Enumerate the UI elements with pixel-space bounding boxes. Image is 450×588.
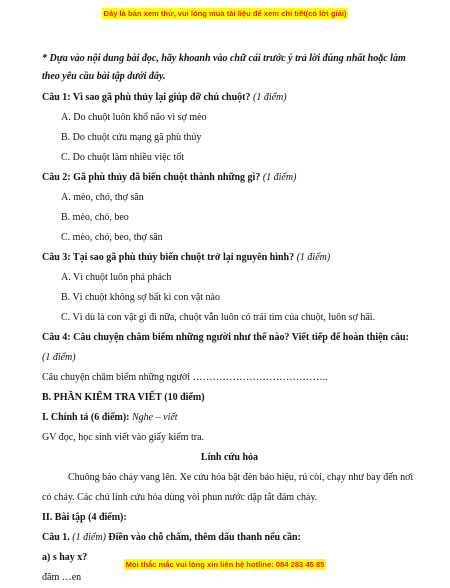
hotline-banner-text: Mọi thắc mắc vui lòng xin liên hệ hotline: 084 283 45 85: [125, 560, 325, 569]
passage-title: Lính cứu hỏa: [200, 452, 259, 463]
dictation-heading: I. Chính tả (6 điểm):: [42, 412, 130, 423]
question-3-option-b[interactable]: B. Vì chuột không sợ bất kì con vật nào: [61, 292, 220, 303]
passage-text: Chuông báo cháy vang lên. Xe cứu hỏa bật đèn báo hiệu, rú còi, chạy như bay đến nơi có cháy. Các chú lính cứu hỏa dùng vòi phun nước dập tắt đám cháy.: [42, 472, 414, 503]
question-1-points: (1 điểm): [252, 92, 287, 103]
question-1-option-a[interactable]: A. Do chuột luôn khổ não vì sợ mèo: [61, 112, 207, 123]
section-b-heading: B. PHẦN KIỂM TRA VIẾT (10 điểm): [42, 392, 205, 403]
exercise-q1-points: (1 điểm): [72, 532, 106, 543]
exercise-fill-line-1[interactable]: đăm …en: [42, 572, 82, 583]
question-4-answer-line[interactable]: Câu chuyện châm biếm những người …………………………………..: [42, 372, 328, 383]
question-2-option-b[interactable]: B. mèo, chó, beo: [61, 212, 129, 223]
question-2: [42, 168, 417, 248]
question-4: [42, 328, 417, 388]
hotline-banner: [0, 560, 450, 569]
exercise-q1-text: Điền vào chỗ chấm, thêm dấu thanh nếu cần:: [108, 532, 301, 543]
exercise-heading: II. Bài tập (4 điểm):: [42, 512, 127, 523]
question-3-option-a[interactable]: A. Vì chuột luôn phá phách: [61, 272, 172, 283]
question-2-option-c[interactable]: C. mèo, chó, beo, thợ săn: [61, 232, 163, 243]
preview-banner-text: Đây là bản xem thử, vui lòng mua tài liệu để xem chi tiết(có lời giải): [103, 9, 347, 18]
question-4-points: (1 điểm): [42, 352, 76, 363]
question-1-option-c[interactable]: C. Do chuột làm nhiều việc tốt: [61, 152, 185, 163]
exercise-q1-label: Câu 1.: [42, 532, 70, 543]
exercise-part-a: a) s hay x?: [42, 552, 88, 563]
document-body: [42, 50, 417, 588]
reading-instruction: * Dựa vào nội dung bài đọc, hãy khoanh vào chữ cái trước ý trả lời đúng nhất hoặc làm theo yêu cầu bài tập dưới đây.: [42, 53, 406, 82]
dictation-instruction: GV đọc, học sinh viết vào giấy kiểm tra.: [42, 432, 205, 443]
question-1: [42, 88, 417, 168]
question-2-option-a[interactable]: A. mèo, chó, thợ săn: [61, 192, 144, 203]
question-1-option-b[interactable]: B. Do chuột cứu mạng gã phù thủy: [61, 132, 202, 143]
question-3-option-c[interactable]: C. Vì dù là con vật gì đi nữa, chuột vẫn luôn có trái tim của chuột, luôn sợ hãi.: [61, 312, 376, 323]
dictation-subheading: Nghe – viết: [132, 412, 178, 423]
question-3: [42, 248, 417, 328]
question-3-points: (1 điểm): [296, 252, 331, 263]
question-2-points: (1 điểm): [262, 172, 297, 183]
question-1-title: Câu 1: Vì sao gã phù thủy lại giúp đỡ chú chuột?: [42, 92, 251, 103]
question-4-title: Câu 4: Câu chuyện châm biếm những người như thế nào? Viết tiếp để hoàn thiện câu:: [42, 332, 409, 343]
question-2-title: Câu 2: Gã phù thủy đã biến chuột thành những gì?: [42, 172, 261, 183]
question-3-title: Câu 3: Tại sao gã phù thủy biến chuột trở lại nguyên hình?: [42, 252, 295, 263]
preview-banner: [0, 9, 450, 18]
